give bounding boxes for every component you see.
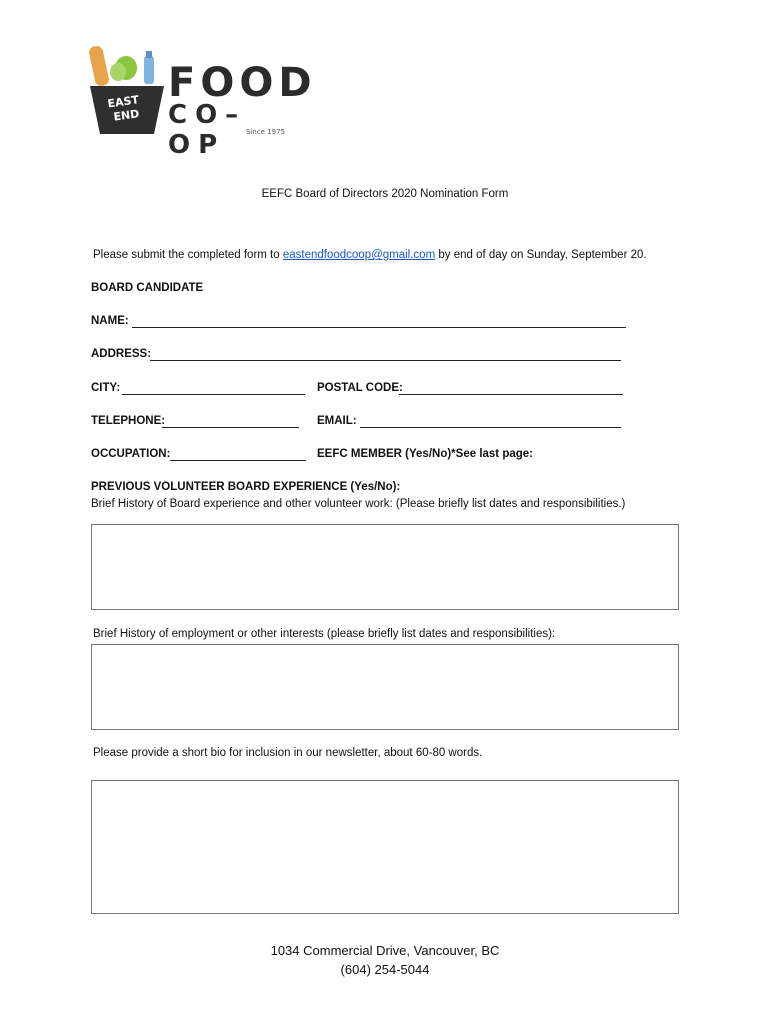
form-title: EEFC Board of Directors 2020 Nomination Form: [261, 188, 509, 200]
logo-basket-line2: END: [112, 107, 141, 124]
footer-address: 1034 Commercial Drive, Vancouver, BC: [270, 943, 500, 958]
logo-since: Since 1975: [246, 128, 286, 136]
postal-code-field[interactable]: [399, 384, 623, 395]
postal-code-label: POSTAL CODE:: [317, 382, 403, 394]
basket-icon: [88, 42, 168, 142]
city-label: CITY:: [91, 382, 121, 394]
telephone-label: TELEPHONE:: [91, 415, 166, 427]
submission-instructions: [93, 249, 647, 261]
instructions-suffix: by end of day on Sunday, September 20.: [435, 249, 647, 261]
bio-prompt: Please provide a short bio for inclusion in our newsletter, about 60-80 words.: [93, 747, 483, 759]
email-field[interactable]: [360, 417, 621, 428]
logo-word-food: FOOD: [168, 60, 317, 106]
email-label: EMAIL:: [317, 415, 357, 427]
experience-textbox[interactable]: [91, 524, 679, 610]
experience-prompt: Brief History of Board experience and other volunteer work: (Please briefly list dates and responsibilities.): [91, 498, 626, 510]
bio-textbox[interactable]: [91, 780, 679, 914]
telephone-field[interactable]: [162, 417, 299, 428]
occupation-field[interactable]: [170, 450, 306, 461]
employment-prompt: Brief History of employment or other interests (please briefly list dates and responsibilities):: [93, 628, 556, 640]
footer-phone: (604) 254-5044: [340, 962, 430, 977]
food-coop-logo: [88, 42, 317, 160]
email-link[interactable]: eastendfoodcoop@gmail.com: [282, 249, 436, 261]
instructions-prefix: Please submit the completed form to: [93, 249, 283, 261]
member-label: EEFC MEMBER (Yes/No)*See last page:: [317, 448, 533, 460]
experience-heading: PREVIOUS VOLUNTEER BOARD EXPERIENCE (Yes/No):: [91, 481, 401, 493]
occupation-label: OCCUPATION:: [91, 448, 171, 460]
name-field[interactable]: [132, 317, 626, 328]
logo-basket-line1: EAST: [106, 93, 140, 111]
address-field[interactable]: [150, 350, 621, 361]
city-field[interactable]: [122, 384, 305, 395]
employment-textbox[interactable]: [91, 644, 679, 730]
section-heading: BOARD CANDIDATE: [91, 282, 204, 294]
address-label: ADDRESS:: [91, 348, 152, 360]
name-label: NAME:: [91, 315, 129, 327]
logo-word-coop: CO–OP: [168, 100, 247, 160]
